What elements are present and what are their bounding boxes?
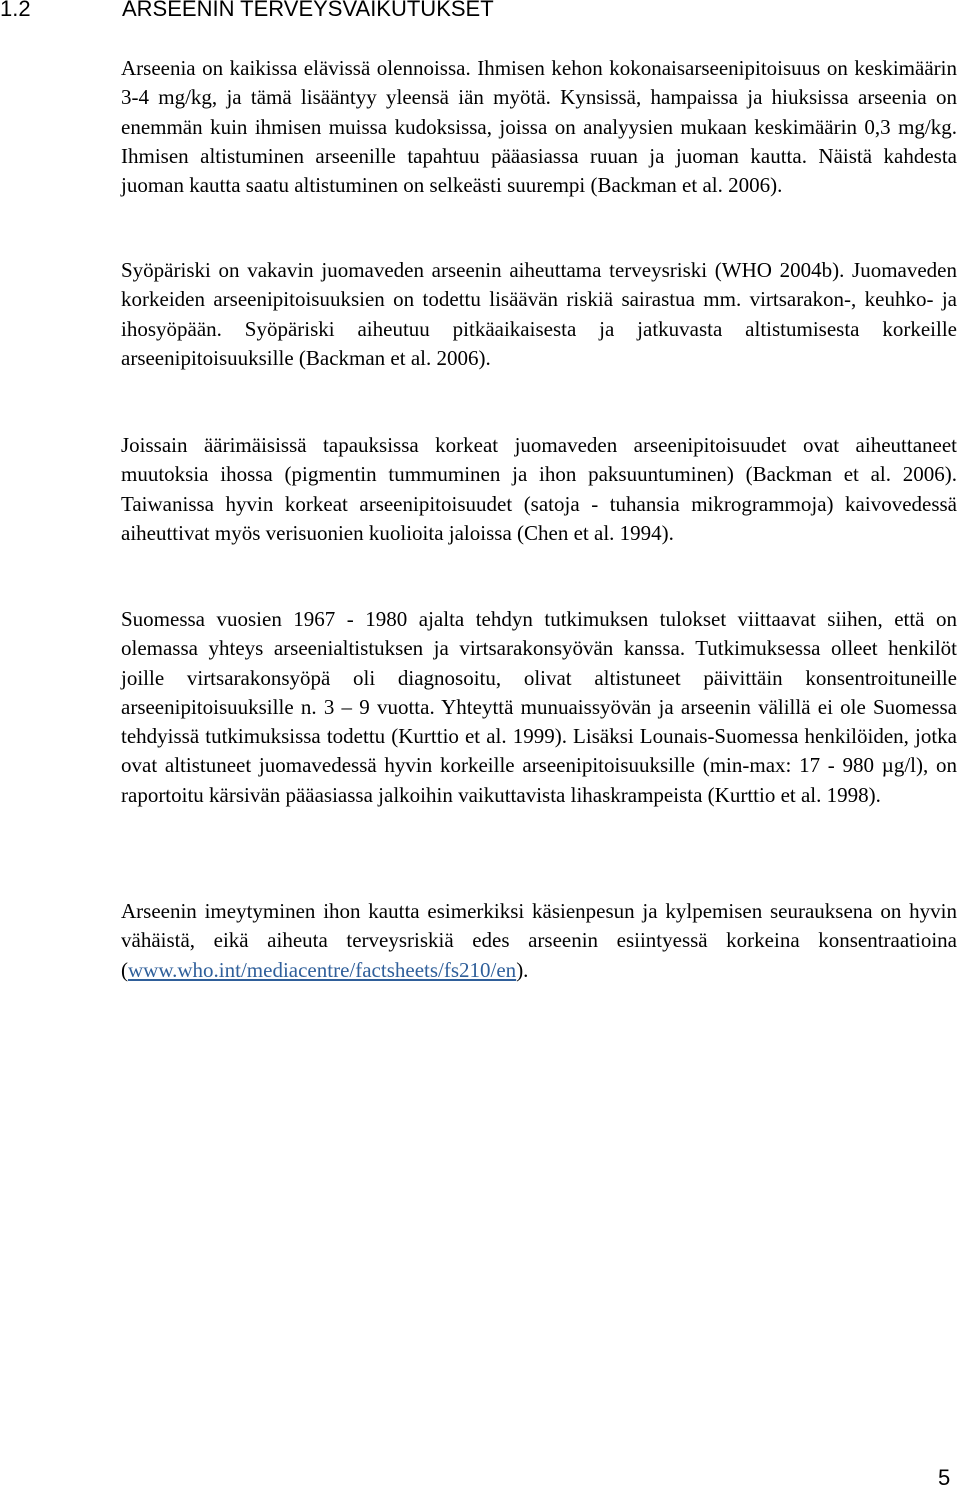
paragraph-cancer-risk: Syöpäriski on vakavin juomaveden arseenin aiheuttama terveysriski (WHO 2004b). Juomaveden korkeiden arseenipitoisuuksien on todettu lisäävän riskiä sairastua mm. virtsarakon-, keuhko- ja ihosyöpään. Syöpäriski aiheutuu pitkäaikaisesta ja jatkuvasta altistumisesta korkeille arseenipitoisuuksille (Backman et al. 2006). bbox=[121, 258, 957, 370]
skin-absorption-text: Arseenin imeytyminen ihon kautta esimerkiksi käsienpesun ja kylpemisen seurauksena on hyvin vähäistä, eikä aiheuta terveysriskiä edes arseenin esiintyessä korkeina konsentraatioina ( bbox=[121, 899, 957, 982]
paragraph-skin-absorption bbox=[121, 897, 957, 985]
paragraph-finland-study: Suomessa vuosien 1967 - 1980 ajalta tehdyn tutkimuksen tulokset viittaavat siihen, että on olemassa yhteys arseenialtistuksen ja virtsarakonsyövän kanssa. Tutkimuksessa olleet henkilöt joille virtsarakonsyöpä oli diagnosoitu, olivat altistuneet päivittäin konsentroituneille arseenipitoisuuksille n. 3 – 9 vuotta. Yhteyttä munuaissyövän ja arseenin välillä ei ole Suomessa tehdyissä tutkimuksissa todettu (Kurttio et al. 1999). Lisäksi Lounais-Suomessa henkilöiden, jotka ovat altistuneet juomavedessä hyvin korkeille arseenipitoisuuksille (min-max: 17 - 980 µg/l), on raportoitu kärsivän pääasiassa jalkoihin vaikuttavista lihaskrampeista (Kurttio et al. 1998). bbox=[121, 607, 957, 807]
skin-absorption-text-end: ). bbox=[516, 957, 529, 982]
who-factsheet-link[interactable]: www.who.int/mediacentre/factsheets/fs210/en bbox=[128, 957, 517, 982]
section-title: ARSEENIN TERVEYSVAIKUTUKSET bbox=[122, 0, 494, 21]
section-number: 1.2 bbox=[0, 0, 31, 21]
page-number: 5 bbox=[938, 1465, 951, 1490]
paragraph-skin-effects: Joissain äärimäisissä tapauksissa korkeat juomaveden arseenipitoisuudet ovat aiheuttaneet muutoksia ihossa (pigmentin tummuminen ja ihon paksuuntuminen) (Backman et al. 2006). Taiwanissa hyvin korkeat arseenipitoisuudet (satoja - tuhansia mikrogrammoja) kaivovedessä aiheuttivat myös verisuonien kuolioita jaloissa (Chen et al. 1994). bbox=[121, 433, 957, 545]
paragraph-arsenic-in-body: Arseenia on kaikissa elävissä olennoissa. Ihmisen kehon kokonaisarseenipitoisuus on keskimäärin 3-4 mg/kg, ja tämä lisääntyy yleensä iän myötä. Kynsissä, hampaissa ja hiuksissa arseenia on enemmän kuin ihmisen muissa kudoksissa, joissa on analyysien mukaan keskimäärin 0,3 mg/kg. Ihmisen altistuminen arseenille tapahtuu pääasiassa ruuan ja juoman kautta. Näistä kahdesta juoman kautta saatu altistuminen on selkeästi suurempi (Backman et al. 2006). bbox=[121, 56, 957, 198]
